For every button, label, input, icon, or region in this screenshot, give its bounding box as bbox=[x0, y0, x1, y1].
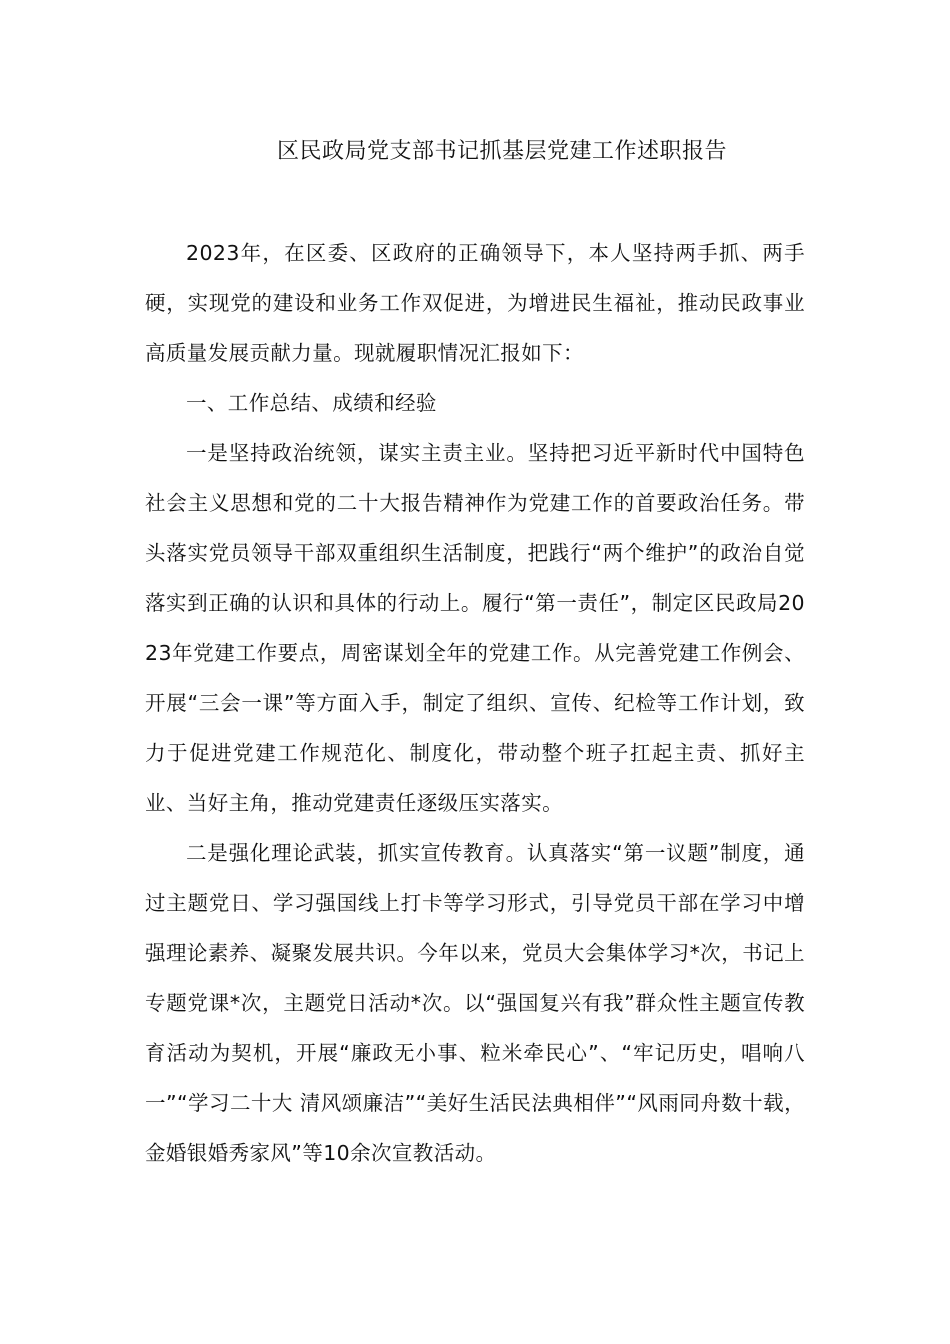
intro-paragraph: 2023年，在区委、区政府的正确领导下，本人坚持两手抓、两手硬，实现党的建设和业务工作双促进，为增进民生福祉，推动民政事业高质量发展贡献力量。现就履职情况汇报如下： bbox=[145, 241, 805, 365]
document-title: 区民政局党支部书记抓基层党建工作述职报告 bbox=[276, 139, 727, 164]
section-heading: 一、工作总结、成绩和经验 bbox=[186, 391, 437, 415]
body-paragraph: 二是强化理论武装，抓实宣传教育。认真落实“第一议题”制度，通过主题党日、学习强国线上打卡等学习形式，引导党员干部在学习中增强理论素养、凝聚发展共识。今年以来，党员大会集体学习*次，书记上专题党课*次，主题党日活动*次。以“强国复兴有我”群众性主题宣传教育活动为契机，开展“廉政无小事、粒米牵民心”、“牢记历史，唱响八一”“学习二十大 清风颂廉洁”“美好生活民法典相伴”“风雨同舟数十载，金婚银婚秀家风”等10余次宣教活动。 bbox=[145, 841, 805, 1165]
body-paragraph: 一是坚持政治统领，谋实主责主业。坚持把习近平新时代中国特色社会主义思想和党的二十大报告精神作为党建工作的首要政治任务。带头落实党员领导干部双重组织生活制度，把践行“两个维护”的政治自觉落实到正确的认识和具体的行动上。履行“第一责任”，制定区民政局2023年党建工作要点，周密谋划全年的党建工作。从完善党建工作例会、开展“三会一课”等方面入手，制定了组织、宣传、纪检等工作计划，致力于促进党建工作规范化、制度化，带动整个班子扛起主责、抓好主业、当好主角，推动党建责任逐级压实落实。 bbox=[145, 441, 805, 815]
document-body bbox=[145, 228, 805, 1178]
